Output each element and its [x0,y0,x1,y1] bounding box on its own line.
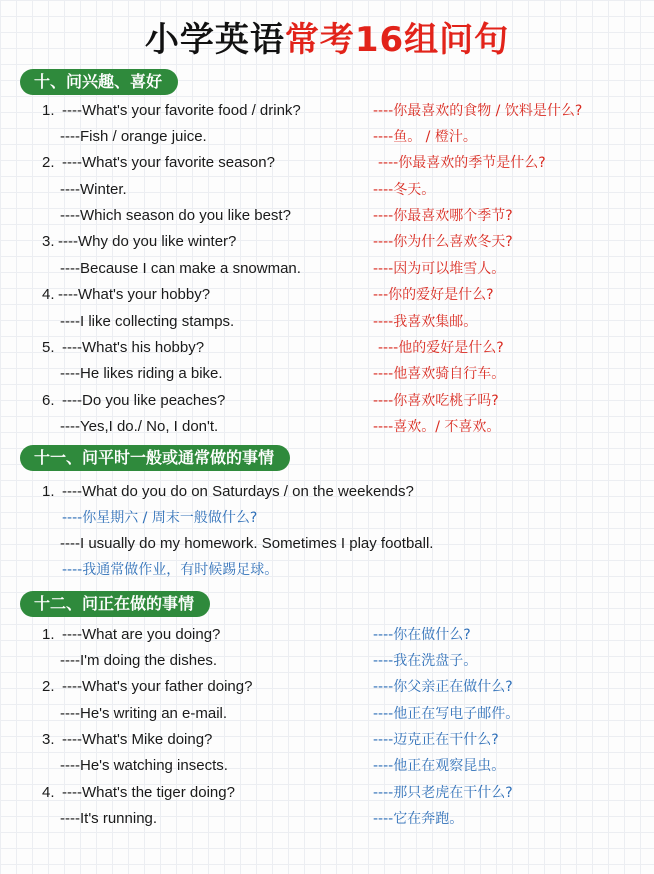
english-question: ----What's your hobby? [58,286,211,303]
chinese-translation: ----你最喜欢的季节是什么? [378,155,546,171]
english-question: ----What do you do on Saturdays / on the weekends? [62,483,414,500]
chinese-translation: ----我在洗盘子。 [373,653,478,669]
english-answer: ----He likes riding a bike. [60,365,223,382]
chinese-translation: ----你喜欢吃桃子吗? [373,393,499,409]
chinese-translation: ----他正在观察昆虫。 [373,758,506,774]
chinese-translation: ----他的爱好是什么? [378,340,504,356]
item-number: 2. [42,154,55,171]
section-heading-10: 十、问兴趣、喜好 [20,69,178,95]
chinese-translation: ----我喜欢集邮。 [373,314,478,330]
english-question: ----What's Mike doing? [62,731,213,748]
english-question: ----Do you like peaches? [62,392,226,409]
english-question: ----What's the tiger doing? [62,784,235,801]
english-question: ----What's your father doing? [62,678,253,695]
title-part-black: 小学英语 [144,20,285,60]
english-answer: ----He's watching insects. [60,757,228,774]
title-part-red: 常考16组问句 [284,20,510,60]
item-number: 4. [42,784,55,801]
item-number: 3. [42,731,55,748]
chinese-translation: ----你父亲正在做什么? [373,679,513,695]
page-title [0,18,654,62]
english-answer: ----Because I can make a snowman. [60,260,301,277]
section-heading-12: 十二、问正在做的事情 [20,591,210,617]
chinese-translation: ----因为可以堆雪人。 [373,261,506,277]
chinese-translation: ---你的爱好是什么? [373,287,494,303]
item-number: 5. [42,339,55,356]
item-number: 1. [42,483,55,500]
chinese-translation: ----我通常做作业，有时候踢足球。 [62,562,279,578]
item-number: 6. [42,392,55,409]
chinese-translation: ----鱼。 / 橙汁。 [373,129,477,145]
chinese-translation: ----那只老虎在干什么? [373,785,513,801]
chinese-translation: ----迈克正在干什么? [373,732,499,748]
chinese-translation: ----你最喜欢的食物 / 饮料是什么? [373,103,583,119]
english-question: ----Why do you like winter? [58,233,237,250]
english-answer: ----Winter. [60,181,127,198]
english-answer: ----He's writing an e-mail. [60,705,228,722]
item-number: 3. [42,233,55,250]
section-heading-11: 十一、问平时一般或通常做的事情 [20,445,290,471]
item-number: 2. [42,678,55,695]
english-question: ----What's your favorite food / drink? [62,102,301,119]
chinese-translation: ----你在做什么? [373,627,471,643]
english-question: ----What are you doing? [62,626,221,643]
english-answer: ----Yes,I do./ No, I don't. [60,418,219,435]
chinese-translation: ----你最喜欢哪个季节? [373,208,513,224]
english-question: ----What's his hobby? [62,339,205,356]
chinese-translation: ----他正在写电子邮件。 [373,706,520,722]
english-answer: ----Fish / orange juice. [60,128,207,145]
item-number: 1. [42,102,55,119]
chinese-translation: ----你为什么喜欢冬天? [373,234,513,250]
english-answer: ----I like collecting stamps. [60,313,235,330]
chinese-translation: ----冬天。 [373,182,436,198]
english-question: ----Which season do you like best? [60,207,291,224]
english-question: ----What's your favorite season? [62,154,275,171]
item-number: 1. [42,626,55,643]
item-number: 4. [42,286,55,303]
english-answer: ----I usually do my homework. Sometimes I play football. [60,535,434,552]
chinese-translation: ----它在奔跑。 [373,811,464,827]
english-answer: ----It's running. [60,810,158,827]
chinese-translation: ----他喜欢骑自行车。 [373,366,506,382]
english-answer: ----I'm doing the dishes. [60,652,218,669]
chinese-translation: ----喜欢。/ 不喜欢。 [373,419,501,435]
chinese-translation: ----你星期六 / 周末一般做什么? [62,510,258,526]
